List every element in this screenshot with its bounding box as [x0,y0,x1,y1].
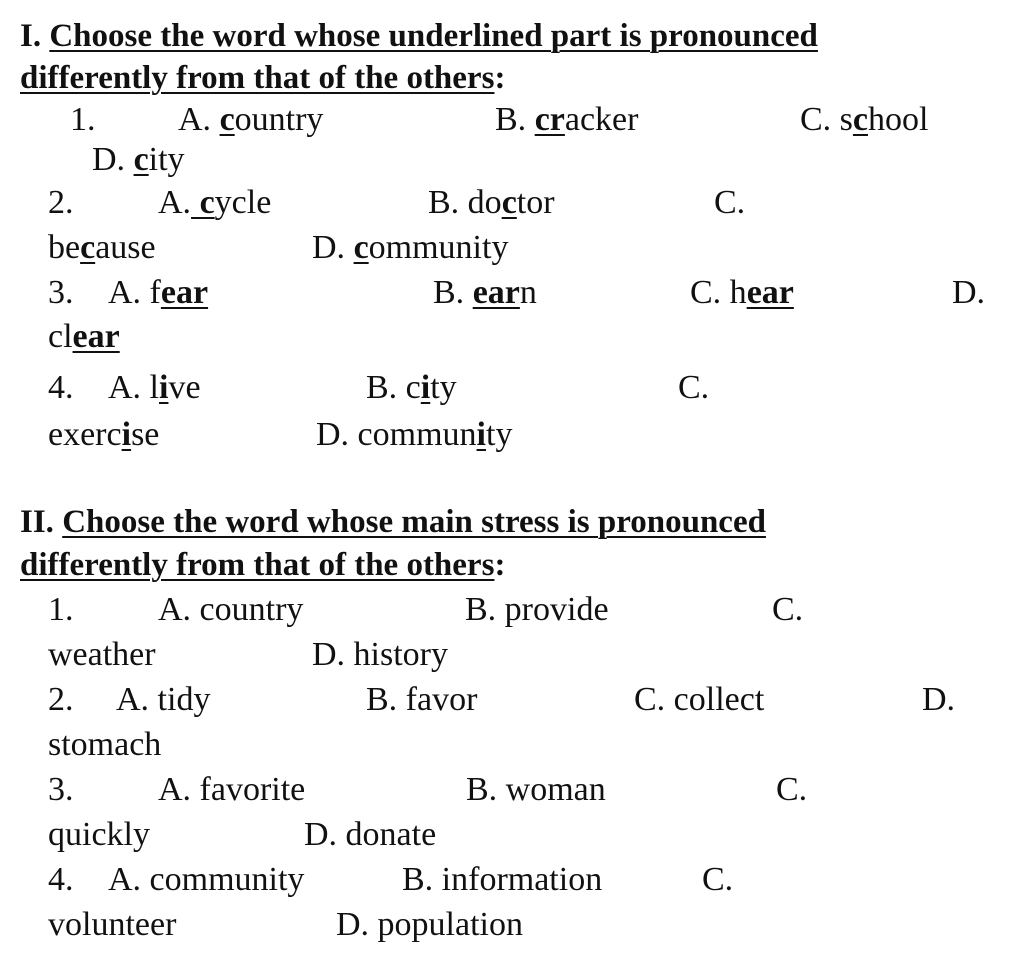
s2-q1-number: 1. [48,591,74,628]
section-2-heading-text-1: Choose the word whose main stress is pronounced [62,504,766,540]
s1-q4-option-c-label: C. [678,369,710,406]
s1-q1-number: 1. [70,101,96,138]
s2-q4-option-c-label: C. [702,861,734,898]
section-1-heading-line-2 [20,58,505,98]
s1-q2-number: 2. [48,184,74,221]
s2-q3-number: 3. [48,771,74,808]
s1-q3-option-b: B. earn [433,274,537,311]
s1-q4-option-a: A. live [108,369,201,406]
s2-q2-option-c: C. collect [634,681,765,718]
s1-q2-option-b: B. doctor [428,184,555,221]
s1-q2-option-c-label: C. [714,184,746,221]
section-1-heading-text-2: differently from that of the others [20,60,495,96]
s2-q1-option-c: weather [48,636,156,673]
s2-q4-option-d: D. population [336,906,523,943]
section-2-heading-colon: : [494,547,506,583]
section-1-heading-text-1: Choose the word whose underlined part is pronounced [49,18,818,54]
s1-q1-option-d: D. city [92,141,185,178]
s1-q3-option-d: clear [48,318,120,355]
section-2-heading-line-1 [20,502,766,542]
section-1-heading-line-1 [20,16,818,56]
s2-q2-option-d: stomach [48,726,162,763]
s2-q3-option-b: B. woman [466,771,606,808]
s1-q4-number: 4. [48,369,74,406]
s2-q3-option-a: A. favorite [158,771,306,808]
s1-q3-option-c: C. hear [690,274,794,311]
s2-q1-option-a: A. country [158,591,304,628]
s1-q1-option-a: A. country [178,101,324,138]
s1-q4-option-b: B. city [366,369,457,406]
s1-q3-number: 3. [48,274,74,311]
s2-q1-option-d: D. history [312,636,448,673]
section-1-numeral: I. [20,18,42,54]
s1-q3-option-a: A. fear [108,274,209,311]
s2-q4-option-c: volunteer [48,906,177,943]
s2-q1-option-b: B. provide [465,591,609,628]
s2-q3-option-c: quickly [48,816,150,853]
section-2-heading-line-2 [20,545,505,585]
s1-q1-option-c: C. school [800,101,929,138]
s2-q4-option-a: A. community [108,861,305,898]
s2-q2-option-b: B. favor [366,681,478,718]
section-2-heading-text-2: differently from that of the others [20,547,495,583]
s1-q2-option-c: because [48,229,156,266]
s1-q2-option-d: D. community [312,229,509,266]
s2-q3-option-c-label: C. [776,771,808,808]
s2-q1-option-c-label: C. [772,591,804,628]
s1-q2-option-a: A. cycle [158,184,272,221]
s1-q3-option-d-label: D. [952,274,986,311]
s2-q2-option-d-label: D. [922,681,956,718]
section-2-numeral: II. [20,504,54,540]
s2-q2-number: 2. [48,681,74,718]
s2-q4-option-b: B. information [402,861,603,898]
s2-q3-option-d: D. donate [304,816,437,853]
s2-q4-number: 4. [48,861,74,898]
s1-q1-option-b: B. cracker [495,101,639,138]
s1-q4-option-d: D. community [316,416,513,453]
section-1-heading-colon: : [494,60,506,96]
s2-q2-option-a: A. tidy [116,681,211,718]
s1-q4-option-c: exercise [48,416,160,453]
